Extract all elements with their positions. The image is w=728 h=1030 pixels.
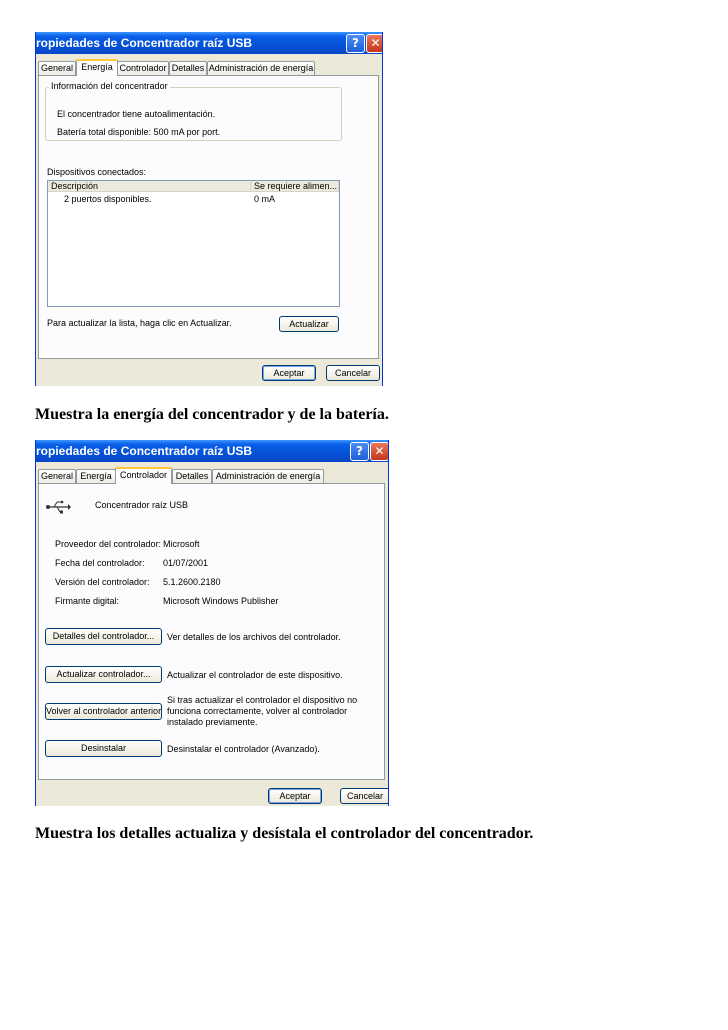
dialog-title-bar[interactable] (36, 440, 388, 462)
ok-button[interactable]: Aceptar (268, 788, 322, 804)
tab-power-management[interactable]: Administración de energía (212, 469, 324, 483)
tab-power-management[interactable]: Administración de energía (208, 63, 314, 73)
cancel-button[interactable]: Cancelar (326, 365, 380, 381)
tab-details[interactable]: Detalles (169, 61, 207, 75)
connected-devices-label: Dispositivos conectados: (47, 167, 147, 177)
list-item[interactable] (48, 194, 339, 206)
date-value: 01/07/2001 (163, 558, 209, 568)
close-icon[interactable]: ✕ (366, 34, 382, 53)
date-label: Fecha del controlador: (55, 558, 145, 568)
cell-power: 0 mA (254, 194, 276, 204)
version-label: Versión del controlador: (55, 577, 150, 587)
uninstall-desc: Desinstalar el controlador (Avanzado). (167, 744, 320, 754)
tab-panel (38, 75, 379, 359)
dialog-title: ropiedades de Concentrador raíz USB (36, 36, 253, 50)
tab-power[interactable]: Energía (76, 59, 118, 76)
signer-value: Microsoft Windows Publisher (163, 596, 279, 606)
signer-label: Firmante digital: (55, 596, 120, 606)
power-properties-dialog (35, 32, 383, 386)
cancel-button[interactable]: Cancelar (340, 788, 389, 804)
driver-details-button[interactable]: Detalles del controlador... (45, 628, 162, 645)
dialog-title: ropiedades de Concentrador raíz USB (36, 444, 253, 458)
rollback-desc-line3: instalado previamente. (167, 717, 258, 727)
rollback-desc-line1: Si tras actualizar el controlador el dispositivo no (167, 695, 358, 705)
connected-devices-list[interactable] (47, 180, 340, 307)
uninstall-button[interactable]: Desinstalar (45, 740, 162, 757)
tab-driver[interactable]: Controlador (115, 467, 172, 484)
close-icon[interactable]: ✕ (370, 442, 388, 461)
rollback-desc-line2: funciona correctamente, volver al controlador (167, 706, 348, 716)
caption-driver: Muestra los detalles actualiza y desístala el controlador del concentrador. (35, 825, 534, 842)
dialog-title-bar[interactable] (36, 32, 382, 54)
battery-total-text: Batería total disponible: 500 mA por port. (57, 127, 221, 137)
rollback-driver-button[interactable]: Volver al controlador anterior (45, 703, 162, 720)
tab-general[interactable]: General (38, 61, 76, 75)
device-name: Concentrador raíz USB (95, 500, 189, 510)
help-icon[interactable]: ? (350, 442, 369, 461)
refresh-button[interactable]: Actualizar (279, 316, 339, 332)
column-header-description[interactable]: Descripción (48, 181, 251, 192)
driver-properties-dialog (35, 440, 389, 806)
help-icon[interactable]: ? (346, 34, 365, 53)
caption-power: Muestra la energía del concentrador y de la batería. (35, 406, 389, 423)
tab-power[interactable]: Energía (76, 469, 116, 483)
self-powered-text: El concentrador tiene autoalimentación. (57, 109, 216, 119)
provider-label: Proveedor del controlador: (55, 539, 162, 549)
column-header-power-required[interactable]: Se requiere alimen... (251, 181, 339, 192)
hub-info-legend: Información del concentrador (51, 81, 168, 91)
version-value: 5.1.2600.2180 (163, 577, 221, 587)
usb-icon (45, 500, 71, 514)
tab-details[interactable]: Detalles (172, 469, 212, 483)
cell-description: 2 puertos disponibles. (64, 194, 152, 204)
update-driver-desc: Actualizar el controlador de este dispositivo. (167, 670, 343, 680)
driver-details-desc: Ver detalles de los archivos del controlador. (167, 632, 341, 642)
update-driver-button[interactable]: Actualizar controlador... (45, 666, 162, 683)
refresh-hint: Para actualizar la lista, haga clic en Actualizar. (47, 318, 232, 328)
tab-panel (38, 483, 385, 780)
provider-value: Microsoft (163, 539, 200, 549)
ok-button[interactable]: Aceptar (262, 365, 316, 381)
tab-general[interactable]: General (38, 469, 76, 483)
tab-driver[interactable]: Controlador (117, 61, 169, 75)
